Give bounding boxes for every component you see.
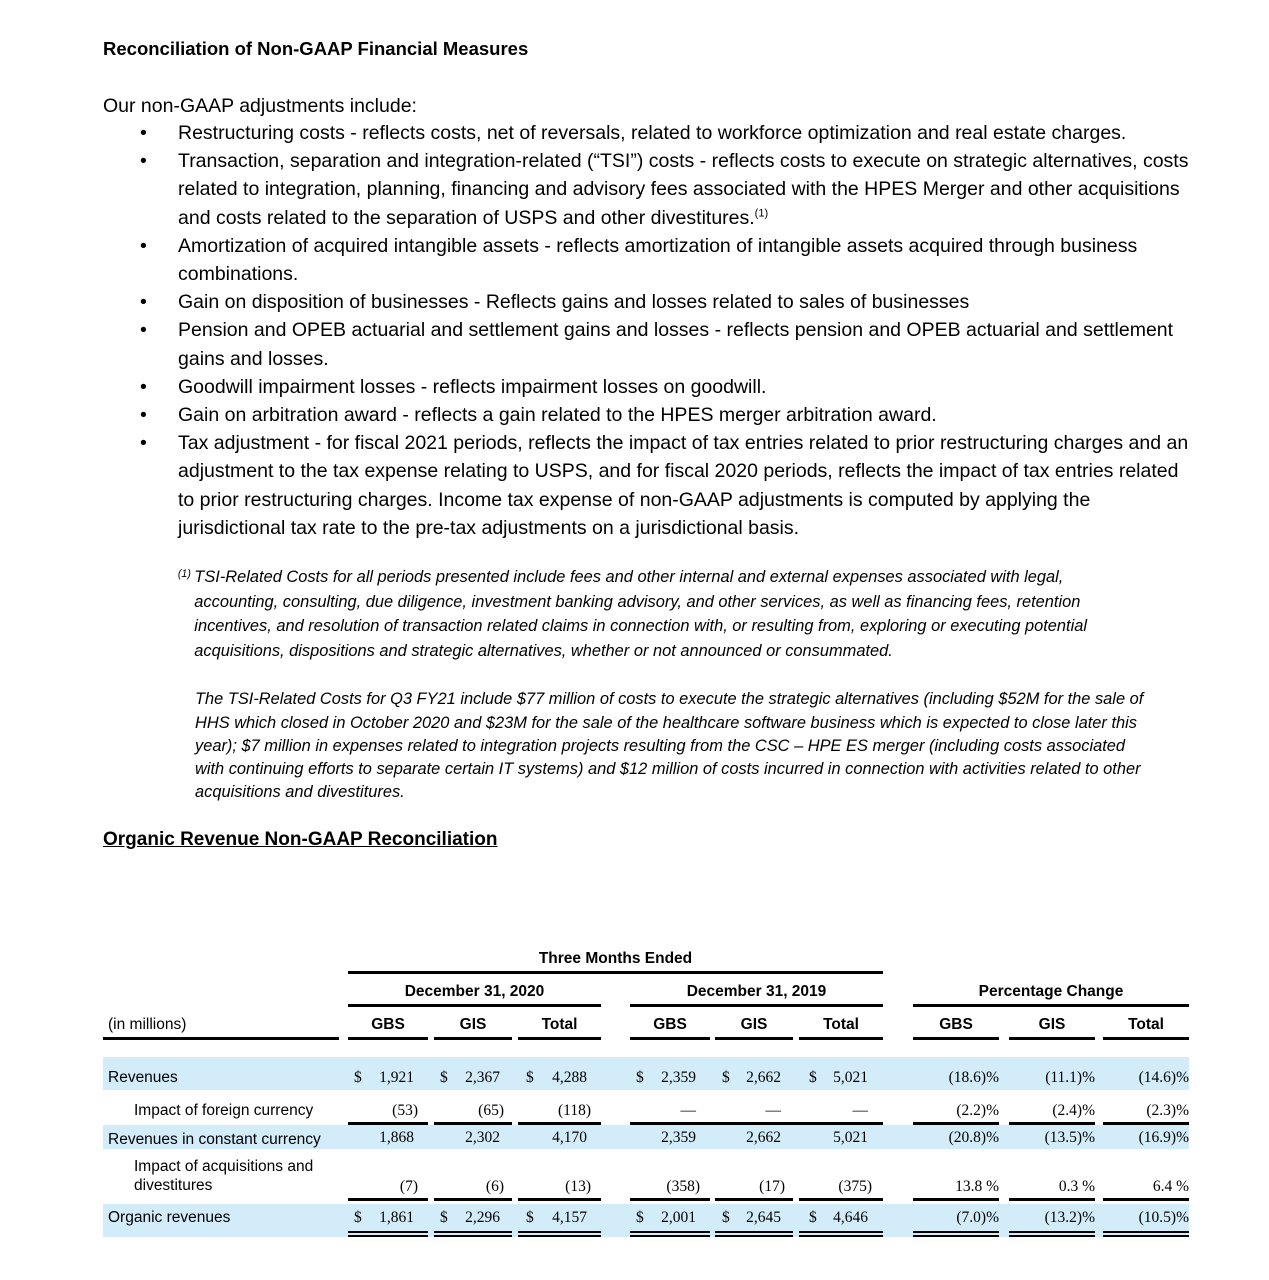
- total-double-rule: [348, 1231, 428, 1237]
- bullet-icon: •: [140, 375, 147, 398]
- col-header: Total: [541, 1016, 578, 1033]
- subtotal-rule: [1009, 1122, 1095, 1125]
- header-rule: [518, 1037, 601, 1040]
- header-rule: [630, 1004, 883, 1007]
- subtotal-rule: [799, 1198, 883, 1201]
- footnote-marker: (1): [177, 568, 191, 581]
- cell-value: 1,921: [379, 1069, 414, 1086]
- cell-value: (10.5)%: [1138, 1209, 1189, 1226]
- cell-value: (11.1)%: [1045, 1069, 1095, 1086]
- cell-value: 4,646: [833, 1209, 868, 1226]
- dollar-sign: $: [722, 1209, 730, 1226]
- header-rule: [1103, 1037, 1189, 1040]
- dollar-sign: $: [440, 1069, 448, 1086]
- dollar-sign: $: [354, 1209, 362, 1226]
- subtotal-rule: [715, 1198, 793, 1201]
- bullet-icon: •: [140, 150, 147, 173]
- row-label: [134, 1157, 313, 1195]
- header-rule: [913, 1004, 1189, 1007]
- header-rule: [348, 1004, 601, 1007]
- cell-value: (13.5)%: [1044, 1129, 1095, 1146]
- header-rule: [630, 1037, 710, 1040]
- dollar-sign: $: [526, 1209, 534, 1226]
- dollar-sign: $: [722, 1069, 730, 1086]
- subtotal-rule: [518, 1122, 601, 1125]
- cell-value: 2,001: [661, 1209, 696, 1226]
- header-rule: [103, 1037, 339, 1040]
- header-rule: [913, 1037, 999, 1040]
- bullet-icon: •: [140, 122, 147, 144]
- footnote-ref: (1): [754, 207, 769, 220]
- cell-value: (2.3)%: [1146, 1102, 1189, 1119]
- list-item: • Pension and OPEB actuarial and settlement gains and losses - reflects pension and OPEB actuarial and settlement gains and losses.: [103, 316, 1193, 372]
- header-period-2019: December 31, 2019: [686, 983, 827, 1000]
- row-label-line: Impact of acquisitions and: [134, 1158, 314, 1175]
- total-double-rule: [799, 1231, 883, 1237]
- total-double-rule: [518, 1231, 601, 1237]
- list-item: • Gain on arbitration award - reflects a gain related to the HPES merger arbitration award.: [103, 401, 1193, 429]
- bullet-icon: •: [140, 291, 147, 314]
- cell-value: 2,296: [465, 1209, 500, 1226]
- bullet-icon: •: [140, 404, 147, 427]
- subtotal-rule: [1103, 1122, 1189, 1125]
- cell-value: 4,157: [552, 1209, 587, 1226]
- dollar-sign: $: [440, 1209, 448, 1226]
- bullet-icon: •: [140, 319, 147, 342]
- subtotal-rule: [1009, 1198, 1095, 1201]
- col-header: GIS: [459, 1016, 487, 1033]
- cell-value: 4,170: [552, 1129, 587, 1146]
- row-label-line: divestitures: [134, 1177, 213, 1194]
- header-rule: [348, 971, 883, 974]
- subtotal-rule: [913, 1198, 999, 1201]
- cell-value: (18.6)%: [948, 1069, 999, 1086]
- list-item: • Transaction, separation and integration-related (“TSI”) costs - reflects costs to execute on strategic alternatives, costs related to integration, planning, financing and advisory fees associated with the HPES Merger and other acquisitions and costs related to the separation of USPS and other divestitures.$^{(1)}$: [103, 147, 1193, 232]
- header-rule: [348, 1037, 428, 1040]
- organic-revenue-table: [103, 945, 1193, 1245]
- subtotal-rule: [630, 1122, 883, 1125]
- subtotal-rule: [434, 1122, 512, 1125]
- col-header: GBS: [371, 1016, 405, 1033]
- cell-value: (375): [838, 1178, 872, 1195]
- total-double-rule: [715, 1231, 793, 1237]
- header-percentage-change: Percentage Change: [978, 983, 1124, 1000]
- col-header: GBS: [653, 1016, 687, 1033]
- footnote-detail: The TSI-Related Costs for Q3 FY21 include $77 million of costs to execute the strategic alternatives (including $52M for the sale of HHS which closed in October 2020 and $23M for the sale of the healthcare software business which is expected to close later this year); $7 million in expenses related to integration projects resulting from the CSC – HPE ES merger (including costs associated with continuing efforts to separate certain IT systems) and $12 million of costs incurred in connection with activities related to other acquisitions and divestitures.: [195, 689, 1144, 802]
- list-item: • Tax adjustment - for fiscal 2021 periods, reflects the impact of tax entries related to prior restructuring charges and an adjustment to the tax expense relating to USPS, and for fiscal 2020 periods, reflects the impact of tax entries related to prior restructuring charges. Income tax expense of non-GAAP adjustments is computed by applying the jurisdictional tax rate to the pre-tax adjustments on a jurisdictional basis.: [103, 429, 1193, 542]
- col-header: Total: [1128, 1016, 1164, 1033]
- unit-label: (in millions): [108, 1016, 187, 1033]
- subtotal-rule: [518, 1198, 601, 1201]
- header-three-months-ended: Three Months Ended: [538, 950, 693, 967]
- dollar-sign: $: [636, 1209, 644, 1226]
- cell-value: 2,645: [746, 1209, 781, 1226]
- cell-value: (13): [565, 1178, 591, 1195]
- dollar-sign: $: [526, 1069, 534, 1086]
- subtotal-rule: [348, 1122, 428, 1125]
- cell-value: (20.8)%: [948, 1129, 999, 1146]
- cell-value: 1,861: [379, 1209, 414, 1226]
- subtotal-rule: [348, 1198, 428, 1201]
- cell-value: 5,021: [833, 1129, 868, 1146]
- header-rule: [715, 1037, 793, 1040]
- header-rule: [434, 1037, 512, 1040]
- cell-value: 2,367: [465, 1069, 500, 1086]
- header-rule: [799, 1037, 883, 1040]
- total-double-rule: [630, 1231, 710, 1237]
- col-header: GIS: [1038, 1016, 1066, 1033]
- cell-value: —: [765, 1102, 781, 1119]
- bullet-icon: •: [140, 234, 147, 257]
- cell-value: 6.4 %: [1152, 1178, 1189, 1195]
- total-double-rule: [1009, 1231, 1095, 1237]
- cell-value: (65): [478, 1102, 504, 1119]
- cell-value: 2,359: [661, 1129, 696, 1146]
- col-header: Total: [823, 1016, 859, 1033]
- total-double-rule: [1103, 1231, 1189, 1237]
- document-body: [103, 36, 1193, 853]
- total-double-rule: [913, 1231, 999, 1237]
- dollar-sign: $: [809, 1209, 817, 1226]
- row-label: Revenues in constant currency: [108, 1131, 321, 1148]
- cell-value: 0.3 %: [1058, 1178, 1095, 1195]
- dollar-sign: $: [809, 1069, 817, 1086]
- adjustments-list: [103, 119, 1193, 542]
- cell-value: 5,021: [833, 1069, 868, 1086]
- subtotal-rule: [1103, 1198, 1189, 1201]
- cell-value: 2,662: [746, 1129, 781, 1146]
- list-item: • Restructuring costs - reflects costs, net of reversals, related to workforce optimization and real estate charges.: [103, 119, 1193, 147]
- cell-value: 2,359: [661, 1069, 696, 1086]
- row-label: Revenues: [108, 1069, 178, 1086]
- cell-value: 2,302: [465, 1129, 500, 1146]
- total-double-rule: [434, 1231, 512, 1237]
- subtotal-rule: [913, 1122, 999, 1125]
- cell-value: 2,662: [746, 1069, 781, 1086]
- subtotal-rule: [630, 1198, 710, 1201]
- col-header: GBS: [939, 1016, 973, 1033]
- footnote: [175, 565, 1150, 663]
- list-item: • Gain on disposition of businesses - Reflects gains and losses related to sales of businesses: [103, 288, 1193, 316]
- cell-value: (2.4)%: [1052, 1102, 1095, 1119]
- cell-value: (13.2)%: [1044, 1209, 1095, 1226]
- row-label: Impact of foreign currency: [134, 1102, 314, 1119]
- intro-text: Our non-GAAP adjustments include:: [103, 95, 417, 117]
- cell-value: (7.0)%: [956, 1209, 999, 1226]
- cell-value: 4,288: [552, 1069, 587, 1086]
- bullet-icon: •: [140, 432, 147, 455]
- list-item: • Goodwill impairment losses - reflects impairment losses on goodwill.: [103, 373, 1193, 401]
- header-period-2020: December 31, 2020: [404, 983, 545, 1000]
- cell-value: (16.9)%: [1138, 1129, 1189, 1146]
- cell-value: 13.8 %: [955, 1178, 999, 1195]
- section-title: Organic Revenue Non-GAAP Reconciliation: [103, 829, 498, 851]
- cell-value: (2.2)%: [956, 1102, 999, 1119]
- cell-value: (7): [399, 1178, 418, 1195]
- cell-value: 1,868: [379, 1129, 414, 1146]
- cell-value: —: [852, 1102, 868, 1119]
- list-item: • Amortization of acquired intangible assets - reflects amortization of intangible assets acquired through business combinations.: [103, 232, 1193, 288]
- cell-value: (358): [666, 1178, 700, 1195]
- cell-value: (118): [558, 1102, 591, 1119]
- row-label: Organic revenues: [108, 1209, 231, 1226]
- dollar-sign: $: [636, 1069, 644, 1086]
- cell-value: (6): [485, 1178, 504, 1195]
- cell-value: —: [680, 1102, 696, 1119]
- subtotal-rule: [434, 1198, 512, 1201]
- cell-value: (14.6)%: [1138, 1069, 1189, 1086]
- dollar-sign: $: [354, 1069, 362, 1086]
- page-title: Reconciliation of Non-GAAP Financial Measures: [103, 38, 529, 59]
- cell-value: (53): [392, 1102, 418, 1119]
- header-rule: [1009, 1037, 1095, 1040]
- col-header: GIS: [740, 1016, 768, 1033]
- footnote-text: TSI-Related Costs for all periods presented include fees and other internal and external expenses associated with legal, accounting, consulting, due diligence, investment banking advisory, and other services, as well as financing fees, retention incentives, and resolution of transaction related claims in connection with, or resulting from, exploring or executing potential acquisitions, dispositions and strategic alternatives, whether or not announced or consummated.: [194, 567, 1088, 660]
- cell-value: (17): [759, 1178, 785, 1195]
